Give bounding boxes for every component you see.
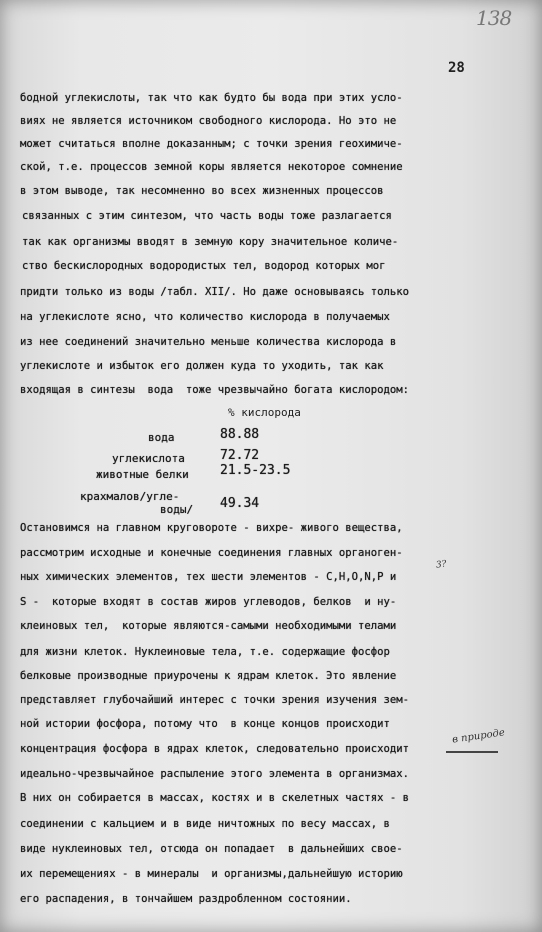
text-line: входящая в синтезы вода тоже чрезвычайно богата кислородом: xyxy=(20,384,410,396)
text-line: соединении с кальцием и в виде ничтожных по весу массах, в xyxy=(20,818,390,830)
text-line: в этом выводе, так несомненно во всех жизненных процессов xyxy=(20,185,384,197)
text-line: идеально-чрезвычайное распыление этого элемента в организмах. xyxy=(20,768,410,780)
text-line: ной истории фосфора, потому что в конце концов происходит xyxy=(20,718,390,730)
text-line: ской, т.е. процессов земной коры является некоторое сомнение xyxy=(20,161,403,173)
table-label: крахмалов/угле- xyxy=(80,490,180,503)
text-line: Остановимся на главном круговороте - вихре- живого вещества, xyxy=(20,522,403,534)
text-line: бодной углекислоты, так что как будто бы вода при этих усло- xyxy=(20,92,403,104)
text-line: так как организмы вводят в земную кору значительное количе- xyxy=(22,236,399,248)
strike-through-mark xyxy=(446,751,498,753)
text-line: клеиновых тел, которые являются-самыми необходимыми телами xyxy=(20,620,397,632)
text-line: В них он собирается в массах, костях и в скелетных частях - в xyxy=(20,792,410,804)
text-line: концентрация фосфора в ядрах клеток, следовательно происходит xyxy=(20,743,410,755)
text-line: белковые производные приурочены к ядрам клеток. Это явление xyxy=(20,670,397,682)
text-line: S - которые входят в состав жиров углеводов, белков и ну- xyxy=(20,596,397,608)
text-line: ных химических элементов, тех шести элементов - C,H,O,N,P и xyxy=(20,571,397,583)
table-value: 21.5-23.5 xyxy=(220,463,291,478)
text-line: из нее соединений значительно меньше количества кислорода в xyxy=(20,336,397,348)
table-value: 88.88 xyxy=(220,427,260,442)
table-header: % кислорода xyxy=(228,406,301,419)
table-label: вода xyxy=(148,431,175,444)
archive-number: 138 xyxy=(476,6,512,30)
table-value: 72.72 xyxy=(220,448,260,463)
text-line: их перемещениях - в минералы и организмы,дальнейшую историю xyxy=(20,868,403,880)
text-line: связанных с этим синтезом, что часть воды тоже разлагается xyxy=(22,210,392,222)
text-line: может считаться вполне доказанным; с точки зрения геохимиче- xyxy=(20,138,403,150)
table-label: воды/ xyxy=(160,503,194,516)
text-line: для жизни клеток. Нуклеиновые тела, т.е. содержащие фосфор xyxy=(20,646,390,658)
text-line: ство бескислородных водородистых тел, водород которых мог xyxy=(22,260,386,272)
text-line: рассмотрим исходные и конечные соединения главных органоген- xyxy=(20,547,403,559)
page-number: 28 xyxy=(448,60,465,76)
text-line: придти только из воды /табл. XII/. Но даже основываясь только xyxy=(20,286,410,298)
text-line: углекислоте и избыток его должен куда то уходить, так как xyxy=(20,360,384,372)
text-line: его распадения, в тончайшем раздробленном состоянии. xyxy=(20,893,352,905)
text-line: на углекислоте ясно, что количество кислорода в получаемых xyxy=(20,311,390,323)
handwritten-annotation: 3? xyxy=(435,559,448,571)
handwritten-margin-note: в природе xyxy=(451,727,506,746)
table-label: углекислота xyxy=(112,452,185,465)
table-value: 49.34 xyxy=(220,496,260,511)
text-line: представляет глубочайший интерес с точки зрения изучения зем- xyxy=(20,694,410,706)
table-label: животные белки xyxy=(96,468,189,481)
text-line: виде нуклеиновых тел, отсюда он попадает в дальнейших свое- xyxy=(20,843,403,855)
text-line: виях не является источником свободного кислорода. Но это не xyxy=(20,115,397,127)
